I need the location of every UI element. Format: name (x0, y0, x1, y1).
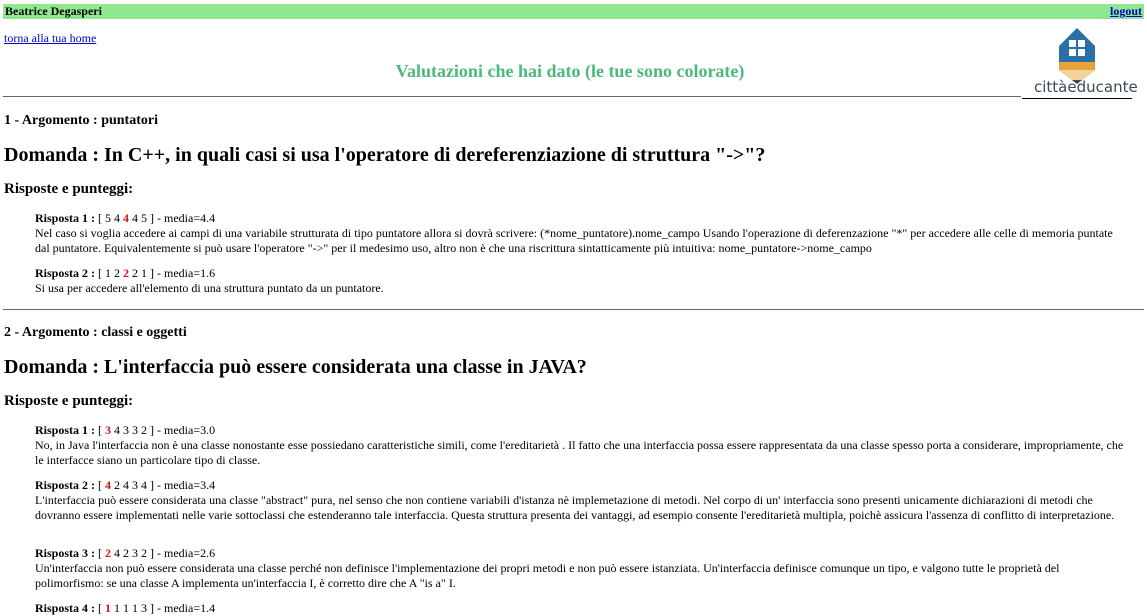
answer-average: - media=1.4 (157, 601, 216, 615)
answers-heading: Risposte e punteggi: (4, 393, 134, 409)
score-value: 2 (114, 478, 121, 492)
answer-text: L'interfaccia può essere considerata una classe "abstract" pura, nel senso che non contiene variabili d'istanza nè implemetazione di metodi. Nel corpo di un' interfaccia sono presenti unicamente dichiarazioni di metodi che dovranno essere implementati nelle varie sottoclassi che estenderanno tale interfaccia. Questa struttura presenta dei vantaggi, ad esempio consente l'ereditarietà multipla, poichè assicura l'assenza di conflitto di interpretazione. (35, 493, 1115, 522)
question-heading: Domanda : In C++, in quali casi si usa l'operatore di dereferenziazione di struttura "->"? (4, 144, 766, 166)
score-value: 1 (105, 601, 112, 615)
score-value: 3 (132, 478, 139, 492)
score-value: 4 (123, 478, 130, 492)
score-value: 1 (114, 601, 121, 615)
score-value: 2 (141, 546, 148, 560)
section-divider (3, 309, 1144, 310)
answer-block (35, 601, 1130, 616)
top-bar (3, 4, 1144, 19)
score-value: 4 (123, 211, 130, 225)
home-link[interactable]: torna alla tua home (4, 31, 97, 45)
answer-text: Nel caso si voglia accedere ai campi di una variabile strutturata di tipo puntatore allora si dovrà scrivere: (*nome_puntatore).nome_campo Usando l'operazione di deferenzazione "*" per accedere alle celle di memoria puntate dal puntatore. Equivalentemente si può usare l'operatore "->" per il medesimo uso, altro non è che una riscrittura sintatticamente più intuitiva: nome_puntatore->nome_campo (35, 226, 1113, 255)
score-list: [ 2 4 2 3 2 ] (98, 546, 155, 560)
header-divider (3, 96, 1021, 97)
score-value: 3 (105, 423, 112, 437)
score-list: [ 1 2 2 2 1 ] (98, 266, 155, 280)
score-value: 5 (141, 211, 148, 225)
answers-heading: Risposte e punteggi: (4, 181, 134, 197)
answer-block (35, 423, 1130, 468)
answer-label: Risposta 1 : (35, 211, 96, 225)
logout-link[interactable]: logout (1109, 4, 1142, 18)
score-value: 1 (123, 601, 130, 615)
score-list: [ 5 4 4 4 5 ] (98, 211, 155, 225)
answer-average: - media=2.6 (157, 546, 216, 560)
score-value: 4 (105, 478, 112, 492)
page-title: Valutazioni che hai dato (le tue sono colorate) (395, 61, 745, 81)
answer-label: Risposta 3 : (35, 546, 96, 560)
user-name: Beatrice Degasperi (5, 4, 102, 18)
answer-block (35, 211, 1130, 256)
answer-average: - media=3.0 (157, 423, 216, 437)
score-value: 3 (123, 423, 130, 437)
score-value: 3 (141, 601, 148, 615)
section-title: 2 - Argomento : classi e oggetti (4, 325, 187, 340)
answer-block (35, 546, 1130, 591)
score-value: 4 (141, 478, 148, 492)
answer-text: Si usa per accedere all'elemento di una struttura puntato da un puntatore. (35, 281, 384, 295)
answer-average: - media=1.6 (157, 266, 216, 280)
score-list: [ 4 2 4 3 4 ] (98, 478, 155, 492)
score-value: 4 (114, 423, 121, 437)
answer-label: Risposta 4 : (35, 601, 96, 615)
score-value: 3 (132, 546, 139, 560)
score-value: 2 (105, 546, 112, 560)
question-heading: Domanda : L'interfaccia può essere considerata una classe in JAVA? (4, 356, 587, 378)
score-value: 2 (132, 266, 139, 280)
answer-average: - media=4.4 (157, 211, 216, 225)
logo-underline (1022, 98, 1132, 99)
score-value: 1 (132, 601, 139, 615)
answer-label: Risposta 2 : (35, 266, 96, 280)
score-value: 3 (132, 423, 139, 437)
answer-label: Risposta 2 : (35, 478, 96, 492)
score-list: [ 3 4 3 3 2 ] (98, 423, 155, 437)
score-value: 4 (114, 546, 121, 560)
score-value: 2 (123, 266, 130, 280)
score-value: 5 (105, 211, 112, 225)
score-value: 4 (114, 211, 121, 225)
score-value: 2 (141, 423, 148, 437)
score-value: 2 (123, 546, 130, 560)
score-value: 1 (105, 266, 112, 280)
answer-label: Risposta 1 : (35, 423, 96, 437)
section-title: 1 - Argomento : puntatori (4, 113, 158, 128)
score-list: [ 1 1 1 1 3 ] (98, 601, 155, 615)
score-value: 2 (114, 266, 121, 280)
answer-block (35, 266, 1130, 296)
answer-text: No, in Java l'interfaccia non è una classe nonostante esse possiedano caratteristiche simili, come l'ereditarietà . Il fatto che una interfaccia possa essere rappresentata da una classe spesso porta a considerare, impropriamente, che le interfacce siano un particolare tipo di classe. (35, 438, 1124, 467)
answer-block (35, 478, 1130, 523)
answer-average: - media=3.4 (157, 478, 216, 492)
score-value: 4 (132, 211, 139, 225)
answer-text: Un'interfaccia non può essere considerata una classe perché non definisce l'implementazione dei propri metodi e non può essere istanziata. Un'interfaccia definisce comunque un tipo, e valgono tutte le proprietà del polimorfismo: se una classe A implementa un'interfaccia I, è corretto dire che A "is a" I. (35, 561, 1060, 590)
logo-wordmark: cittàeducante (1034, 78, 1138, 96)
score-value: 1 (141, 266, 148, 280)
